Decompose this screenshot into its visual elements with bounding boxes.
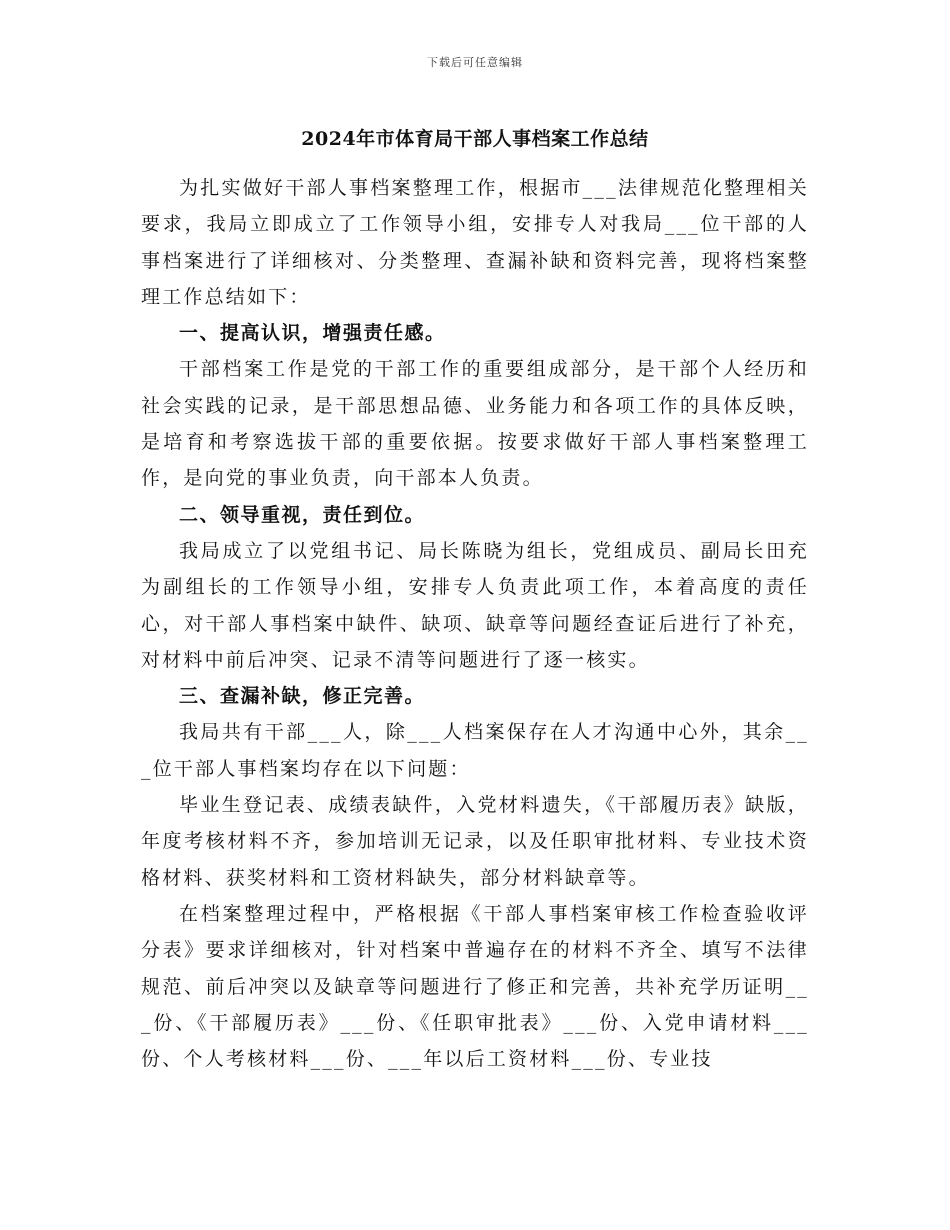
paragraph-section-2: 我局成立了以党组书记、局长陈晓为组长，党组成员、副局长田充为副组长的工作领导小组，安排专人负责此项工作，本着高度的责任心，对干部人事档案中缺件、缺项、缺章等问题经查证后进行了补充，对材料中前后冲突、记录不清等问题进行了逐一核实。 (141, 539, 809, 671)
paragraph-section-1: 干部档案工作是党的干部工作的重要组成部分，是干部个人经历和社会实践的记录，是干部思想品德、业务能力和各项工作的具体反映，是培育和考察选拔干部的重要依据。按要求做好干部人事档案整理工作，是向党的事业负责，向干部本人负责。 (141, 358, 809, 490)
paragraph-section-3-a: 我局共有干部___人，除___人档案保存在人才沟通中心外，其余___位干部人事档案均存在以下问题： (141, 721, 809, 780)
section-heading-3: 三、查漏补缺，修正完善。 (179, 685, 426, 708)
section-heading-2: 二、领导重视，责任到位。 (179, 503, 426, 526)
paragraph-section-3-b: 毕业生登记表、成绩表缺件，入党材料遗失，《干部履历表》缺版，年度考核材料不齐，参加培训无记录，以及任职审批材料、专业技术资格材料、获奖材料和工资材料缺失，部分材料缺章等。 (141, 794, 809, 889)
section-heading-1: 一、提高认识，增强责任感。 (179, 322, 446, 345)
paragraph-section-3-c: 在档案整理过程中，严格根据《干部人事档案审核工作检查验收评分表》要求详细核对，针对档案中普遍存在的材料不齐全、填写不法律规范、前后冲突以及缺章等问题进行了修正和完善，共补充学历证明___份、《干部履历表》___份、《任职审批表》___份、入党申请材料___份、个人考核材料___份、___年以后工资材料___份、专业技 (141, 902, 809, 1071)
page-header-note: 下载后可任意编辑 (427, 56, 523, 69)
paragraph-intro: 为扎实做好干部人事档案整理工作，根据市___法律规范化整理相关要求，我局立即成立了工作领导小组，安排专人对我局___位干部的人事档案进行了详细核对、分类整理、查漏补缺和资料完善，现将档案整理工作总结如下： (141, 177, 809, 308)
document-title: 2024年市体育局干部人事档案工作总结 (301, 128, 649, 150)
document-body (141, 170, 809, 1077)
